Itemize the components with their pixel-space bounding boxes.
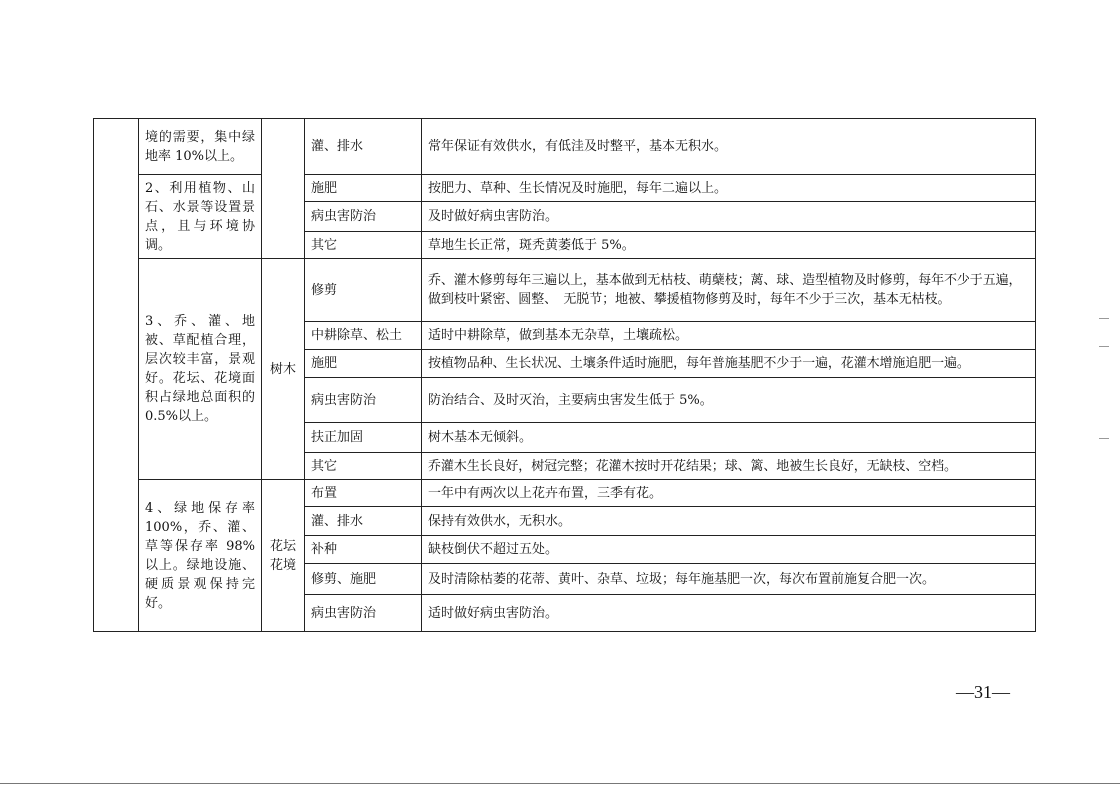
- item-cell: 病虫害防治: [305, 378, 422, 423]
- description-cell: 缺枝倒伏不超过五处。: [422, 536, 1036, 564]
- item-cell: 修剪: [305, 259, 422, 322]
- page-number: —31—: [956, 682, 1010, 702]
- description-cell: 适时中耕除草，做到基本无杂草，土壤疏松。: [422, 322, 1036, 350]
- item-cell: 病虫害防治: [305, 595, 422, 632]
- description-cell: 乔灌木生长良好，树冠完整；花灌木按时开花结果；球、篱、地被生长良好，无缺枝、空档。: [422, 453, 1036, 480]
- maintenance-standards-table: [93, 118, 1036, 632]
- table-row: [94, 259, 1036, 322]
- item-cell: 病虫害防治: [305, 202, 422, 232]
- category-cell-grass: [262, 119, 305, 259]
- item-cell: 其它: [305, 453, 422, 480]
- item-cell: 灌、排水: [305, 119, 422, 175]
- category-cell-flowerbed: 花坛花境: [262, 480, 305, 632]
- item-cell: 灌、排水: [305, 507, 422, 536]
- table-row: [94, 119, 1036, 175]
- item-cell: 施肥: [305, 350, 422, 378]
- blank-column-cell: [94, 119, 139, 632]
- description-cell: 树木基本无倾斜。: [422, 423, 1036, 453]
- standard-cell: 境的需要，集中绿地率 10%以上。: [139, 119, 262, 175]
- description-cell: 适时做好病虫害防治。: [422, 595, 1036, 632]
- table-row: [94, 480, 1036, 507]
- table-row: [94, 175, 1036, 202]
- description-cell: 及时清除枯萎的花蒂、黄叶、杂草、垃圾；每年施基肥一次，每次布置前施复合肥一次。: [422, 564, 1036, 595]
- description-cell: 及时做好病虫害防治。: [422, 202, 1036, 232]
- binding-margin-marks: [1099, 318, 1113, 448]
- item-cell: 其它: [305, 232, 422, 259]
- description-cell: 按肥力、草种、生长情况及时施肥，每年二遍以上。: [422, 175, 1036, 202]
- description-cell: 一年中有两次以上花卉布置，三季有花。: [422, 480, 1036, 507]
- page-bottom-divider: [0, 783, 1120, 784]
- description-cell: 常年保证有效供水，有低洼及时整平，基本无积水。: [422, 119, 1036, 175]
- item-cell: 扶正加固: [305, 423, 422, 453]
- description-cell: 按植物品种、生长状况、土壤条件适时施肥，每年普施基肥不少于一遍，花灌木增施追肥一遍。: [422, 350, 1036, 378]
- category-cell-tree: 树木: [262, 259, 305, 480]
- standard-cell: 3、乔、灌、地被、草配植合理，层次较丰富，景观好。花坛、花境面积占绿地总面积的 0.5%以上。: [139, 259, 262, 480]
- item-cell: 修剪、施肥: [305, 564, 422, 595]
- standard-cell: 2、利用植物、山石、水景等设置景点，且与环境协调。: [139, 175, 262, 259]
- description-cell: 草地生长正常，斑秃黄萎低于 5%。: [422, 232, 1036, 259]
- item-cell: 布置: [305, 480, 422, 507]
- item-cell: 补种: [305, 536, 422, 564]
- standard-cell: 4、绿地保存率 100%，乔、灌、草等保存率 98%以上。绿地设施、硬质景观保持完好。: [139, 480, 262, 632]
- item-cell: 中耕除草、松土: [305, 322, 422, 350]
- item-cell: 施肥: [305, 175, 422, 202]
- description-cell: 保持有效供水，无积水。: [422, 507, 1036, 536]
- description-cell: 乔、灌木修剪每年三遍以上，基本做到无枯枝、萌蘖枝；蓠、球、造型植物及时修剪，每年不少于五遍，做到枝叶紧密、圆整、 无脱节；地被、攀援植物修剪及时，每年不少于三次，基本无枯枝。: [422, 259, 1036, 322]
- description-cell: 防治结合、及时灭治，主要病虫害发生低于 5%。: [422, 378, 1036, 423]
